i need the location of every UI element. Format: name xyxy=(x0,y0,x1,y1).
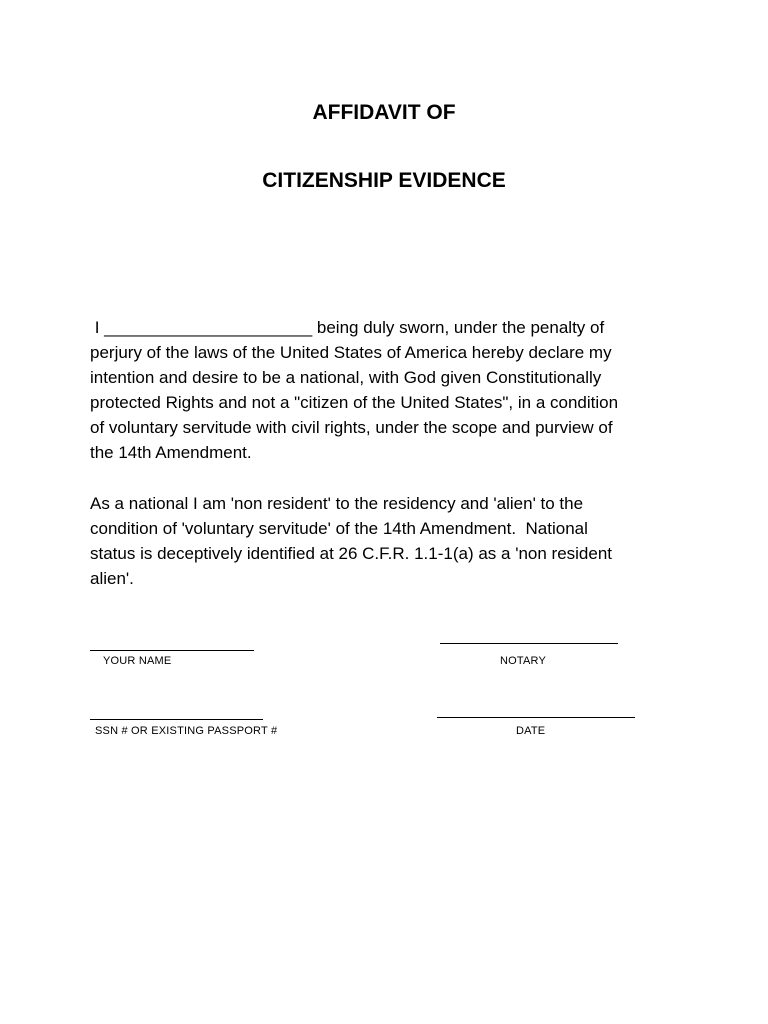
paragraph-line: perjury of the laws of the United States of America hereby declare my xyxy=(90,343,612,362)
notary-label: NOTARY xyxy=(500,655,547,667)
declaration-paragraph xyxy=(90,315,690,465)
paragraph-line: condition of 'voluntary servitude' of the 14th Amendment. National xyxy=(90,519,588,538)
paragraph-line: protected Rights and not a "citizen of the United States", in a condition xyxy=(90,393,619,412)
paragraph-line: the 14th Amendment. xyxy=(90,443,252,462)
national-status-paragraph xyxy=(90,491,690,591)
notary-signature-line[interactable] xyxy=(440,643,618,644)
ssn-passport-signature-line[interactable] xyxy=(90,719,263,720)
date-label: DATE xyxy=(516,725,546,737)
document-title-line-1: AFFIDAVIT OF xyxy=(312,101,456,124)
paragraph-line: intention and desire to be a national, with God given Constitutionally xyxy=(90,368,602,387)
your-name-label: YOUR NAME xyxy=(103,655,172,667)
paragraph-line: alien'. xyxy=(90,569,134,588)
date-signature-line[interactable] xyxy=(437,717,635,718)
paragraph-line: As a national I am 'non resident' to the residency and 'alien' to the xyxy=(90,494,584,513)
document-title-line-2: CITIZENSHIP EVIDENCE xyxy=(262,169,506,192)
ssn-passport-label: SSN # OR EXISTING PASSPORT # xyxy=(95,725,278,737)
paragraph-line: of voluntary servitude with civil rights, under the scope and purview of xyxy=(90,418,613,437)
paragraph-line: I ______________________ being duly sworn, under the penalty of xyxy=(90,318,605,337)
your-name-signature-line[interactable] xyxy=(90,650,254,651)
paragraph-line: status is deceptively identified at 26 C.F.R. 1.1-1(a) as a 'non resident xyxy=(90,544,613,563)
